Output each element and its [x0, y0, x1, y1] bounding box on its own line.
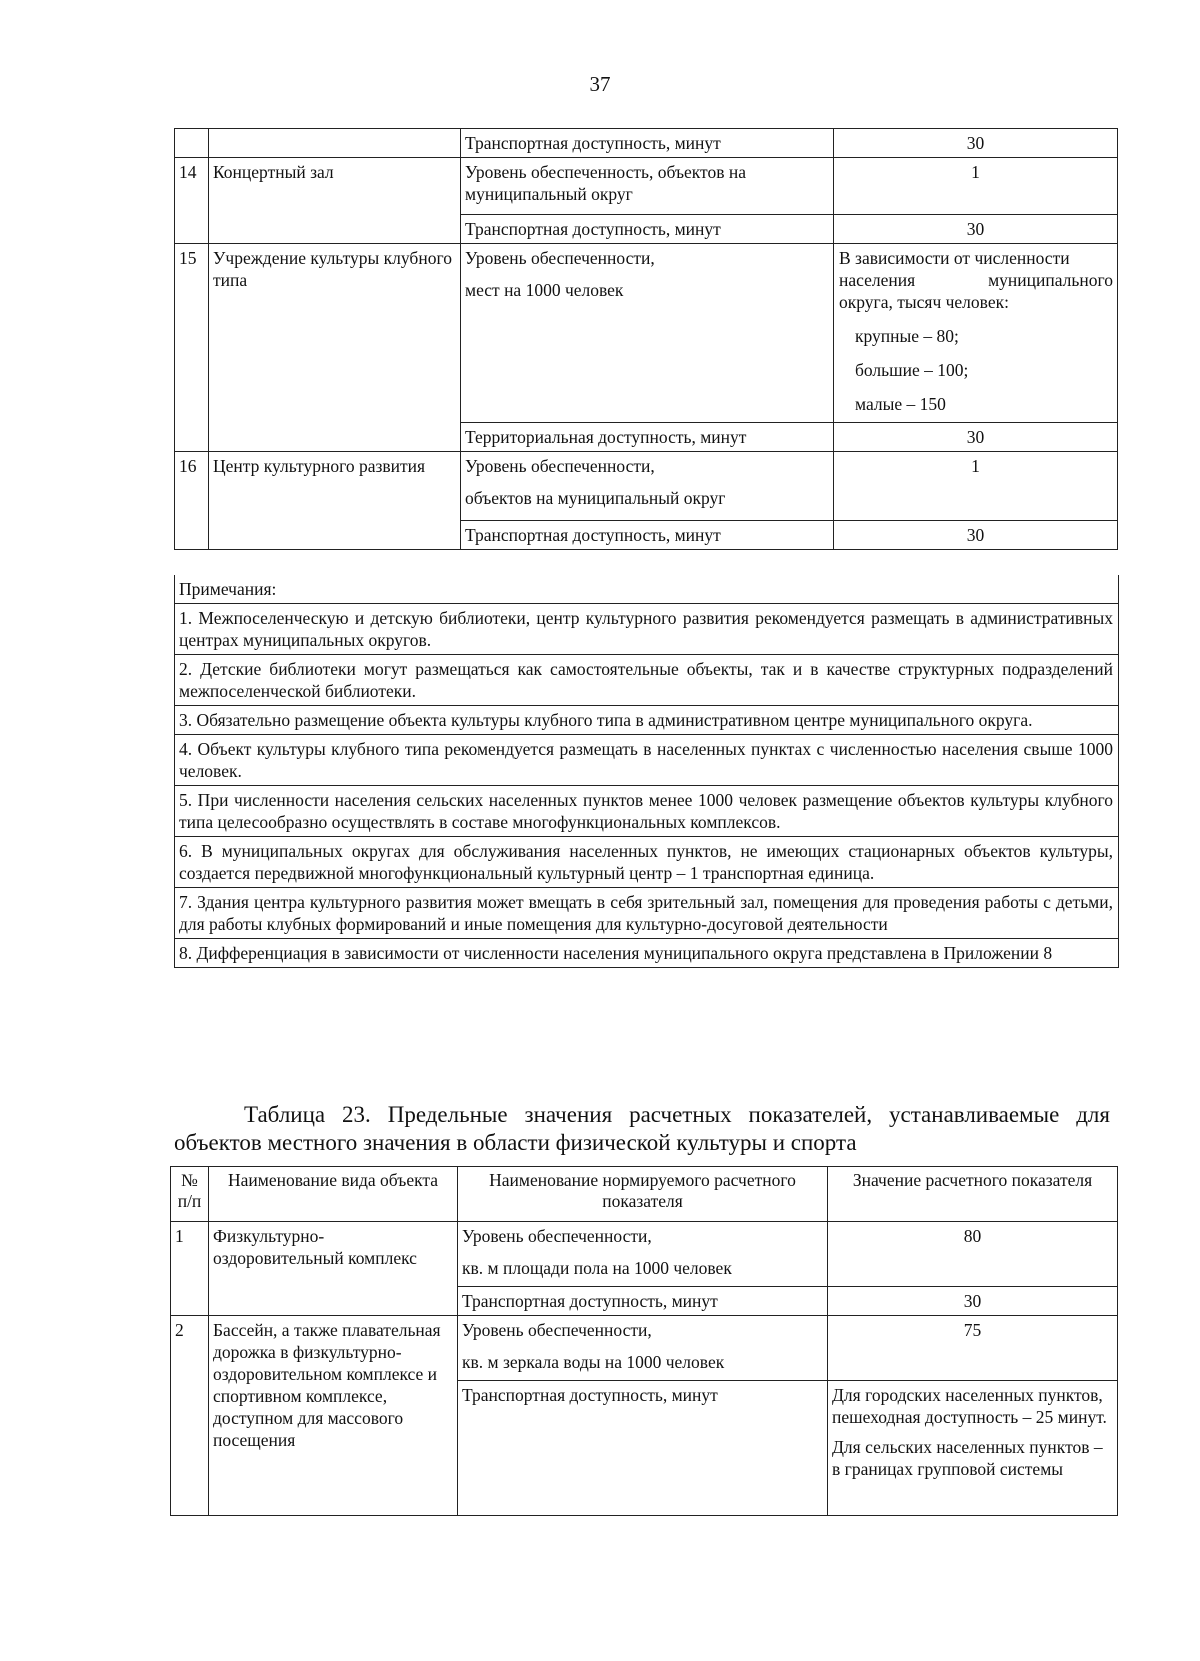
- cell-value: 1: [834, 158, 1118, 215]
- cell-indicator: Транспортная доступность, минут: [461, 521, 834, 550]
- indicator-line: кв. м зеркала воды на 1000 человек: [462, 1352, 725, 1372]
- indicator-line: Уровень обеспеченности,: [465, 456, 655, 476]
- indicator-line: мест на 1000 человек: [465, 280, 624, 300]
- cell-indicator: [461, 244, 834, 423]
- cell-value: [834, 244, 1118, 423]
- header-num: № п/п: [171, 1167, 209, 1222]
- cell-value: 30: [834, 521, 1118, 550]
- table-caption: Таблица 23. Предельные значения расчетных показателей, устанавливаемые для объектов местного значения в области физической культуры и спорта: [174, 1102, 1110, 1155]
- cell-num: 16: [175, 452, 209, 550]
- page-number: 37: [589, 72, 611, 96]
- header-indicator: Наименование нормируемого расчетного показателя: [458, 1167, 828, 1222]
- cell-value: 80: [828, 1222, 1118, 1287]
- table-header-row: [171, 1167, 1118, 1222]
- cell-value: [828, 1381, 1118, 1516]
- value-line: Для городских населенных пунктов, пешеходная доступность – 25 минут.: [832, 1385, 1107, 1427]
- cell-num: 14: [175, 158, 209, 244]
- cell-num: 1: [171, 1222, 209, 1316]
- table-row: [175, 158, 1118, 215]
- cell-name: Концертный зал: [209, 158, 461, 244]
- cell-num: 15: [175, 244, 209, 452]
- table-row: [171, 1222, 1118, 1287]
- note-item: 7. Здания центра культурного развития может вмещать в себя зрительный зал, помещения для проведения работы с детьми, для работы клубных формирований и иные помещения для культурно-досуговой деятельности: [175, 887, 1118, 938]
- cell-num: 2: [171, 1316, 209, 1516]
- cell-num: [175, 129, 209, 158]
- note-item: 3. Обязательно размещение объекта культуры клубного типа в административном центре муниципального округа.: [175, 705, 1118, 734]
- note-item: 4. Объект культуры клубного типа рекомендуется размещать в населенных пунктах с численностью населения свыше 1000 человек.: [175, 734, 1118, 785]
- note-item: 6. В муниципальных округах для обслуживания населенных пунктов, не имеющих стационарных объектов культуры, создается передвижной многофункциональный культурный центр – 1 транспортная единица.: [175, 836, 1118, 887]
- cell-name: Учреждение культуры клубного типа: [209, 244, 461, 452]
- cell-indicator: [461, 452, 834, 521]
- value-item: крупные – 80;: [855, 326, 959, 346]
- cell-value: 30: [834, 129, 1118, 158]
- table-row: [175, 244, 1118, 423]
- notes-block: [174, 575, 1119, 968]
- table-row: [175, 452, 1118, 521]
- cell-value: 75: [828, 1316, 1118, 1381]
- note-item: 8. Дифференциация в зависимости от численности населения муниципального округа представлена в Приложении 8: [175, 938, 1118, 967]
- cell-value: 30: [828, 1287, 1118, 1316]
- value-intro-line: округа, тысяч человек:: [839, 292, 1009, 312]
- cell-indicator: Транспортная доступность, минут: [458, 1381, 828, 1516]
- cell-name: Бассейн, а также плавательная дорожка в физкультурно-оздоровительном комплексе и спортивном комплексе, доступном для массового посещения: [209, 1316, 458, 1516]
- header-name: Наименование вида объекта: [209, 1167, 458, 1222]
- indicator-line: объектов на муниципальный округ: [465, 488, 726, 508]
- cell-indicator: Транспортная доступность, минут: [461, 129, 834, 158]
- cell-indicator: Транспортная доступность, минут: [458, 1287, 828, 1316]
- culture-standards-table-continued: [174, 128, 1118, 550]
- table-row: [175, 129, 1118, 158]
- cell-indicator: [458, 1316, 828, 1381]
- cell-name: [209, 129, 461, 158]
- cell-value: 30: [834, 423, 1118, 452]
- note-item: 2. Детские библиотеки могут размещаться как самостоятельные объекты, так и в качестве структурных подразделений межпоселенческой библиотеки.: [175, 654, 1118, 705]
- note-item: 5. При численности населения сельских населенных пунктов менее 1000 человек размещение объектов культуры клубного типа целесообразно осуществлять в составе многофункциональных комплексов.: [175, 785, 1118, 836]
- table-row: [171, 1316, 1118, 1381]
- cell-name: Центр культурного развития: [209, 452, 461, 550]
- notes-title: Примечания:: [179, 579, 277, 599]
- cell-indicator: [458, 1222, 828, 1287]
- cell-name: Физкультурно-оздоровительный комплекс: [209, 1222, 458, 1316]
- cell-indicator: Транспортная доступность, минут: [461, 215, 834, 244]
- sports-standards-table: [170, 1166, 1118, 1516]
- value-item: большие – 100;: [855, 360, 969, 380]
- cell-value: 30: [834, 215, 1118, 244]
- value-intro-line: населения муниципального: [839, 270, 1113, 290]
- note-item: 1. Межпоселенческую и детскую библиотеки, центр культурного развития рекомендуется размещать в административных центрах муниципальных округов.: [175, 603, 1118, 654]
- value-line: Для сельских населенных пунктов – в границах групповой системы: [832, 1437, 1103, 1479]
- indicator-line: Уровень обеспеченности,: [462, 1226, 652, 1246]
- value-intro-line: В зависимости от численности: [839, 248, 1070, 268]
- indicator-line: Уровень обеспеченности,: [462, 1320, 652, 1340]
- cell-value: 1: [834, 452, 1118, 521]
- indicator-line: кв. м площади пола на 1000 человек: [462, 1258, 732, 1278]
- header-value: Значение расчетного показателя: [828, 1167, 1118, 1222]
- cell-indicator: Уровень обеспеченность, объектов на муниципальный округ: [461, 158, 834, 215]
- value-item: малые – 150: [855, 394, 946, 414]
- indicator-line: Уровень обеспеченности,: [465, 248, 655, 268]
- cell-indicator: Территориальная доступность, минут: [461, 423, 834, 452]
